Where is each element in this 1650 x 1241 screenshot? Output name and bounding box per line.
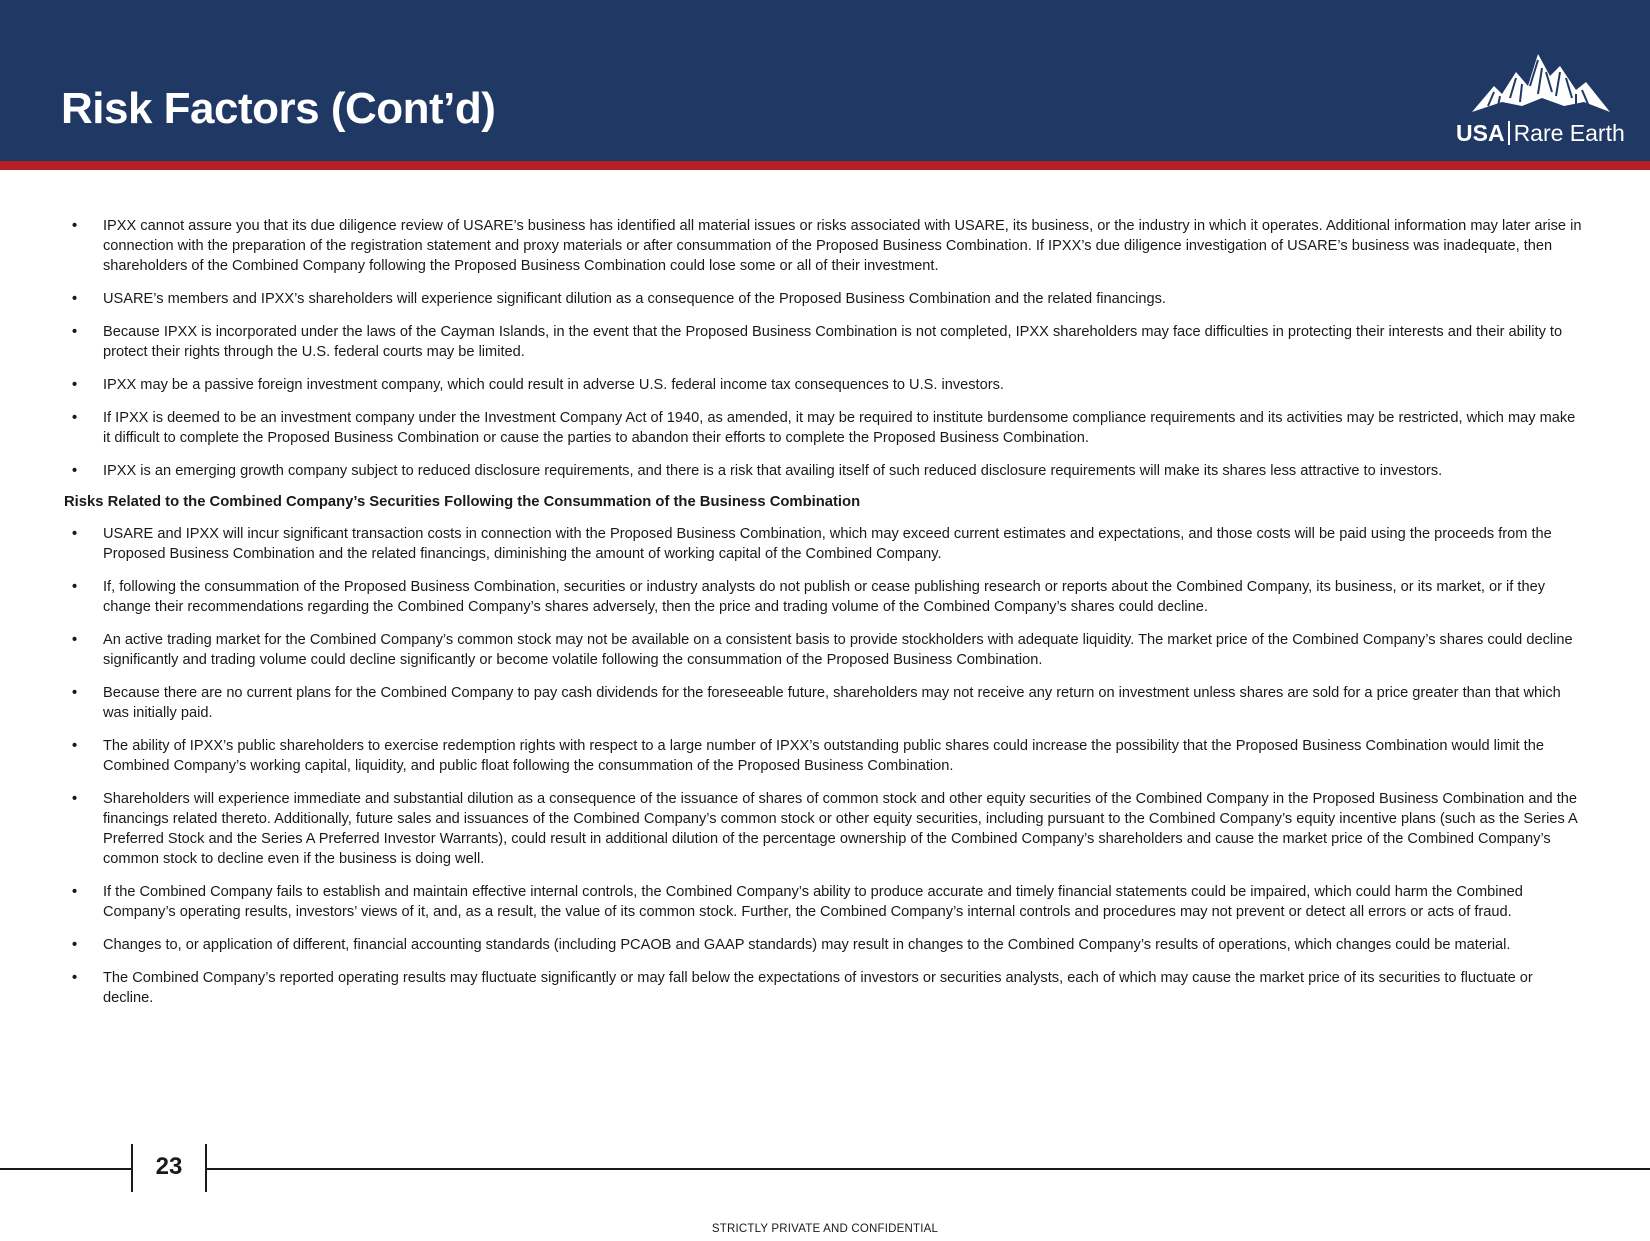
list-item <box>64 630 1586 670</box>
list-item <box>64 375 1586 395</box>
risk-text: If IPXX is deemed to be an investment company under the Investment Company Act of 1940, as amended, it may be required to institute burdensome compliance requirements and its activities may be restricted, which may make it difficult to complete the Proposed Business Combination or cause the parties to abandon their efforts to complete the Proposed Business Combination. <box>103 410 1576 446</box>
risk-factors-body <box>64 216 1586 1021</box>
risk-text: Because there are no current plans for the Combined Company to pay cash dividends for the foreseeable future, shareholders may not receive any return on investment unless shares are sold for a price greater than that which was initially paid. <box>103 685 1561 721</box>
bullet: • <box>72 579 78 595</box>
bullet: • <box>72 738 78 754</box>
risk-text: Because IPXX is incorporated under the laws of the Cayman Islands, in the event that the Proposed Business Combination is not completed, IPXX shareholders may face difficulties in protecting their interests and their ability to protect their rights through the U.S. federal courts may be limited. <box>103 324 1563 360</box>
bullet: • <box>72 218 78 234</box>
footer-rule-right <box>207 1168 1650 1170</box>
bullet: • <box>72 377 78 393</box>
list-item <box>64 408 1586 448</box>
risk-text: Shareholders will experience immediate and substantial dilution as a consequence of the issuance of shares of common stock and other equity securities of the Combined Company in the Proposed Business Combination and the financings related thereto. Additionally, future sales and issuances of the Combined Company’s common stock or other equity securities, including pursuant to the Combined Company’s equity incentive plans (such as the Series A Preferred Stock and the Series A Preferred Investor Warrants), could result in additional dilution of the percentage ownership of the Combined Company’s shareholders and cause the market price of the Combined Company’s common stock to decline even if the business is doing well. <box>103 791 1578 867</box>
risk-text: USARE’s members and IPXX’s shareholders will experience significant dilution as a consequence of the Proposed Business Combination and the related financings. <box>103 291 1166 307</box>
risk-text: If, following the consummation of the Proposed Business Combination, securities or industry analysts do not publish or cease publishing research or reports about the Combined Company, its business, or its market, or if they change their recommendations regarding the Combined Company’s shares adversely, then the price and trading volume of the Combined Company’s shares could decline. <box>103 579 1545 615</box>
list-item <box>64 216 1586 276</box>
bullet: • <box>72 884 78 900</box>
list-item <box>64 683 1586 723</box>
risk-text: IPXX cannot assure you that its due diligence review of USARE’s business has identified all material issues or risks associated with USARE, its business, or the industry in which it operates. Additional information may later arise in connection with the preparation of the registration statement and proxy materials or after consummation of the Proposed Business Combination. If IPXX’s due diligence investigation of USARE’s business was inadequate, then shareholders of the Combined Company following the Proposed Business Combination could lose some or all of their investment. <box>103 218 1582 274</box>
page-number: 23 <box>155 1153 183 1180</box>
section-heading-securities: Risks Related to the Combined Company’s Securities Following the Consummation of the Business Combination <box>64 494 861 510</box>
bullet: • <box>72 791 78 807</box>
bullet: • <box>72 632 78 648</box>
brand-logo <box>1450 46 1630 150</box>
list-item <box>64 524 1586 564</box>
list-item <box>64 935 1586 955</box>
footer-rule-left <box>0 1168 131 1170</box>
list-item <box>64 461 1586 481</box>
risk-text: The ability of IPXX’s public shareholders to exercise redemption rights with respect to a large number of IPXX’s outstanding public shares could increase the possibility that the Proposed Business Combination would limit the Combined Company’s working capital, liquidity, and public float following the consummation of the Proposed Business Combination. <box>103 738 1544 774</box>
risk-text: Changes to, or application of different, financial accounting standards (including PCAOB and GAAP standards) may result in changes to the Combined Company’s results of operations, which changes could be material. <box>103 937 1511 953</box>
bullet: • <box>72 324 78 340</box>
list-item <box>64 968 1586 1008</box>
bullet: • <box>72 410 78 426</box>
risk-list-general <box>64 216 1586 481</box>
brand-usa: USA <box>1456 120 1505 146</box>
bullet: • <box>72 970 78 986</box>
list-item <box>64 322 1586 362</box>
risk-text: The Combined Company’s reported operating results may fluctuate significantly or may fall below the expectations of investors or securities analysts, each of which may cause the market price of its securities to fluctuate or decline. <box>103 970 1533 1006</box>
risk-text: An active trading market for the Combined Company’s common stock may not be available on a consistent basis to provide stockholders with adequate liquidity. The market price of the Combined Company’s shares could decline significantly and trading volume could decline significantly or become volatile following the consummation of the Proposed Business Combination. <box>103 632 1573 668</box>
risk-text: If the Combined Company fails to establish and maintain effective internal controls, the Combined Company’s ability to produce accurate and timely financial statements could be impaired, which could harm the Combined Company’s operating results, investors’ views of it, and, as a result, the value of its common stock. Further, the Combined Company’s internal controls and procedures may not prevent or detect all errors or acts of fraud. <box>103 884 1523 920</box>
brand-rare-earth: Rare Earth <box>1513 120 1625 146</box>
risk-text: IPXX may be a passive foreign investment company, which could result in adverse U.S. federal income tax consequences to U.S. investors. <box>103 377 1004 393</box>
list-item <box>64 882 1586 922</box>
bullet: • <box>72 526 78 542</box>
page-title: Risk Factors (Cont’d) <box>61 84 496 133</box>
list-item <box>64 736 1586 776</box>
brand-wordmark <box>1456 120 1625 147</box>
list-item <box>64 577 1586 617</box>
bullet: • <box>72 937 78 953</box>
header-red-stripe <box>0 161 1650 170</box>
list-item <box>64 789 1586 869</box>
header-band <box>0 0 1650 161</box>
mountain-logo-icon <box>1472 46 1612 118</box>
risk-list-securities <box>64 524 1586 1008</box>
bullet: • <box>72 463 78 479</box>
bullet: • <box>72 685 78 701</box>
list-item <box>64 289 1586 309</box>
risk-text: USARE and IPXX will incur significant transaction costs in connection with the Proposed Business Combination, which may exceed current estimates and expectations, and those costs will be paid using the proceeds from the Proposed Business Combination and the related financings, diminishing the amount of working capital of the Combined Company. <box>103 526 1552 562</box>
brand-divider <box>1508 121 1510 145</box>
risk-text: IPXX is an emerging growth company subject to reduced disclosure requirements, and there is a risk that availing itself of such reduced disclosure requirements will make its shares less attractive to investors. <box>103 463 1443 479</box>
bullet: • <box>72 291 78 307</box>
confidentiality-notice: STRICTLY PRIVATE AND CONFIDENTIAL <box>711 1223 939 1235</box>
